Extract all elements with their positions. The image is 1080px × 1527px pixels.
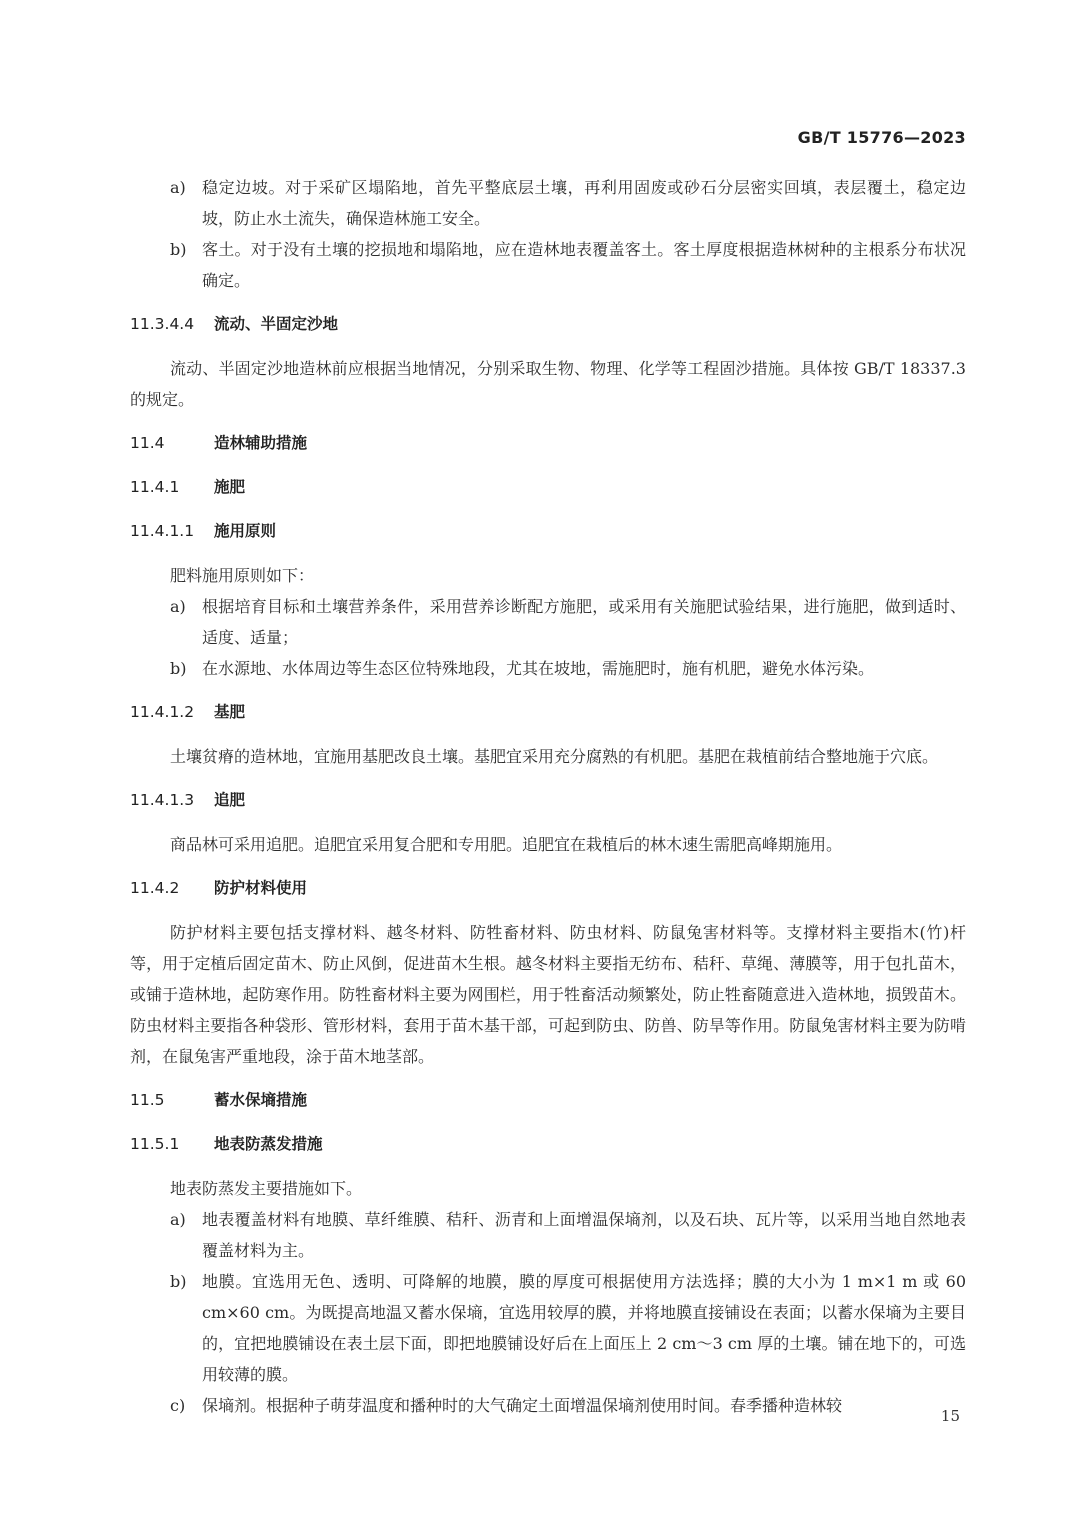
list-text: 保墒剂。根据种子萌芽温度和播种时的大气确定土面增温保墒剂使用时间。春季播种造林较 xyxy=(202,1396,843,1415)
page-number: 15 xyxy=(940,1407,960,1425)
list-text: 客土。对于没有土壤的挖损地和塌陷地，应在造林地表覆盖客土。客土厚度根据造林树种的主根系分布状况确定。 xyxy=(202,240,966,290)
list-label: b) xyxy=(170,1272,187,1291)
section-number: 11.5.1 xyxy=(130,1135,180,1153)
section-number: 11.4.1 xyxy=(130,478,180,496)
section-heading xyxy=(130,697,966,728)
list-item xyxy=(130,1266,966,1390)
list-label: a) xyxy=(170,597,186,616)
paragraph: 流动、半固定沙地造林前应根据当地情况，分别采取生物、物理、化学等工程固沙措施。具体按 GB/T 18337.3 的规定。 xyxy=(130,359,966,409)
list-item xyxy=(130,172,966,234)
section-heading xyxy=(130,785,966,816)
list-text: 在水源地、水体周边等生态区位特殊地段，尤其在坡地，需施肥时，施有机肥，避免水体污染。 xyxy=(202,659,875,678)
section-title: 流动、半固定沙地 xyxy=(214,315,339,333)
section-heading xyxy=(130,1129,966,1160)
list-text: 稳定边坡。对于采矿区塌陷地，首先平整底层土壤，再利用固废或砂石分层密实回填，表层覆土，稳定边坡，防止水土流失，确保造林施工安全。 xyxy=(202,178,966,228)
section-title: 造林辅助措施 xyxy=(214,434,308,452)
section-title: 基肥 xyxy=(214,703,246,721)
list-text: 地膜。宜选用无色、透明、可降解的地膜，膜的厚度可根据使用方法选择；膜的大小为 1 m×1 m 或 60 cm×60 cm。为既提高地温又蓄水保墒，宜选用较厚的膜，并将地膜直接铺设在表面；以蓄水保墒为主要目的，宜把地膜铺设在表土层下面，即把地膜铺设好后在上面压上 2 cm～3 cm 厚的土壤。铺在地下的，可选用较薄的膜。 xyxy=(202,1272,966,1384)
list-item xyxy=(130,234,966,296)
section-title: 施肥 xyxy=(214,478,246,496)
paragraph: 肥料施用原则如下： xyxy=(170,566,315,585)
section-number: 11.4.1.3 xyxy=(130,791,195,809)
list-item xyxy=(130,653,966,684)
list-text: 根据培育目标和土壤营养条件，采用营养诊断配方施肥，或采用有关施肥试验结果，进行施肥，做到适时、适度、适量； xyxy=(202,597,966,647)
section-heading xyxy=(130,873,966,904)
section-heading xyxy=(130,428,966,459)
list-item xyxy=(130,1390,966,1421)
paragraph: 土壤贫瘠的造林地，宜施用基肥改良土壤。基肥宜采用充分腐熟的有机肥。基肥在栽植前结合整地施于穴底。 xyxy=(170,747,939,766)
list-item xyxy=(130,591,966,653)
list-label: b) xyxy=(170,659,187,678)
list-label: c) xyxy=(170,1396,186,1415)
list-item xyxy=(130,1204,966,1266)
paragraph: 防护材料主要包括支撑材料、越冬材料、防牲畜材料、防虫材料、防鼠兔害材料等。支撑材料主要指木(竹)杆等，用于定植后固定苗木、防止风倒，促进苗木生根。越冬材料主要指无纺布、秸秆、草绳、薄膜等，用于包扎苗木，或铺于造林地，起防寒作用。防牲畜材料主要为网围栏，用于牲畜活动频繁处，防止牲畜随意进入造林地，损毁苗木。防虫材料主要指各种袋形、管形材料，套用于苗木基干部，可起到防虫、防兽、防旱等作用。防鼠兔害材料主要为防啃剂，在鼠兔害严重地段，涂于苗木地茎部。 xyxy=(130,923,966,1066)
section-number: 11.4.1.2 xyxy=(130,703,195,721)
paragraph: 地表防蒸发主要措施如下。 xyxy=(170,1179,363,1198)
list-text: 地表覆盖材料有地膜、草纤维膜、秸秆、沥青和上面增温保墒剂，以及石块、瓦片等，以采用当地自然地表覆盖材料为主。 xyxy=(202,1210,966,1260)
section-heading xyxy=(130,309,966,340)
section-number: 11.4.1.1 xyxy=(130,522,195,540)
section-title: 防护材料使用 xyxy=(214,879,308,897)
section-title: 地表防蒸发措施 xyxy=(214,1135,323,1153)
section-title: 蓄水保墒措施 xyxy=(214,1091,308,1109)
list-label: b) xyxy=(170,240,187,259)
standard-number: GB/T 15776—2023 xyxy=(797,128,966,147)
list-label: a) xyxy=(170,1210,186,1229)
body-text xyxy=(130,172,966,1421)
section-number: 11.3.4.4 xyxy=(130,315,195,333)
list-label: a) xyxy=(170,178,186,197)
section-heading xyxy=(130,516,966,547)
section-title: 追肥 xyxy=(214,791,246,809)
section-number: 11.4.2 xyxy=(130,879,180,897)
section-title: 施用原则 xyxy=(214,522,277,540)
section-number: 11.5 xyxy=(130,1091,165,1109)
section-number: 11.4 xyxy=(130,434,165,452)
paragraph: 商品林可采用追肥。追肥宜采用复合肥和专用肥。追肥宜在栽植后的林木速生需肥高峰期施用。 xyxy=(170,835,843,854)
section-heading xyxy=(130,472,966,503)
section-heading xyxy=(130,1085,966,1116)
